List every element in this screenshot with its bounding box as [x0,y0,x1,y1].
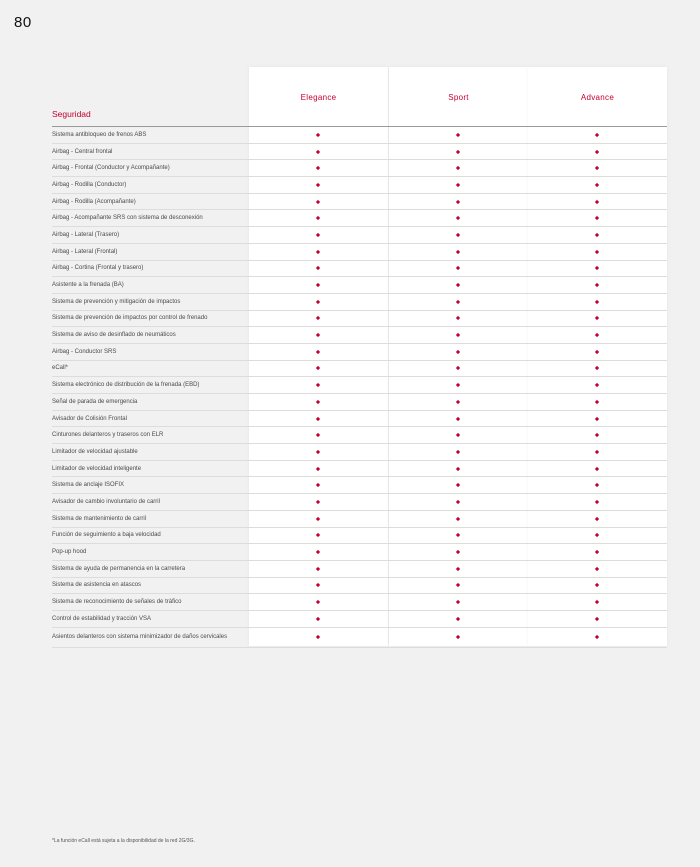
availability-mark-icon [456,383,460,387]
row-label: Avisador de cambio involuntario de carril [52,498,160,505]
table-row [52,461,667,478]
availability-mark-icon [456,450,460,454]
table-row [52,144,667,161]
availability-mark-icon [316,466,320,470]
availability-mark-icon [456,333,460,337]
table-row [52,427,667,444]
table-row [52,611,667,628]
availability-mark-icon [316,483,320,487]
availability-mark-icon [456,300,460,304]
availability-mark-icon [316,567,320,571]
availability-mark-icon [595,350,599,354]
row-label: Airbag - Lateral (Frontal) [52,248,118,255]
row-label: Asientos delanteros con sistema minimizador de daños cervicales [52,634,228,641]
column-header-sport: Sport [448,93,469,102]
availability-mark-icon [595,166,599,170]
availability-mark-icon [456,233,460,237]
availability-mark-icon [595,433,599,437]
safety-spec-table [52,67,667,648]
availability-mark-icon [316,316,320,320]
row-label: Airbag - Central frontal [52,148,113,155]
table-row [52,194,667,211]
availability-mark-icon [316,216,320,220]
row-label: Sistema de reconocimiento de señales de tráfico [52,599,182,606]
table-row [52,244,667,261]
availability-mark-icon [316,199,320,203]
availability-mark-icon [595,450,599,454]
availability-mark-icon [456,350,460,354]
availability-mark-icon [595,500,599,504]
availability-mark-icon [456,266,460,270]
availability-mark-icon [595,517,599,521]
availability-mark-icon [595,483,599,487]
row-label: eCall* [52,365,69,372]
row-label: Airbag - Rodilla (Conductor) [52,181,127,188]
table-row [52,361,667,378]
availability-mark-icon [456,617,460,621]
availability-mark-icon [316,300,320,304]
table-row [52,210,667,227]
table-row [52,294,667,311]
availability-mark-icon [456,433,460,437]
availability-mark-icon [595,283,599,287]
availability-mark-icon [456,416,460,420]
table-row [52,477,667,494]
row-label: Sistema antibloqueo de frenos ABS [52,131,147,138]
availability-mark-icon [456,316,460,320]
availability-mark-icon [456,283,460,287]
row-label: Control de estabilidad y tracción VSA [52,615,152,622]
row-label: Sistema electrónico de distribución de la frenada (EBD) [52,382,200,389]
availability-mark-icon [595,583,599,587]
table-row [52,511,667,528]
availability-mark-icon [595,635,599,639]
availability-mark-icon [316,283,320,287]
availability-mark-icon [316,149,320,153]
availability-mark-icon [595,183,599,187]
availability-mark-icon [595,550,599,554]
availability-mark-icon [456,600,460,604]
row-label: Sistema de mantenimiento de carril [52,515,147,522]
availability-mark-icon [456,583,460,587]
availability-mark-icon [316,517,320,521]
availability-mark-icon [595,250,599,254]
availability-mark-icon [595,266,599,270]
table-row [52,528,667,545]
availability-mark-icon [595,567,599,571]
availability-mark-icon [316,550,320,554]
row-label: Sistema de ayuda de permanencia en la carretera [52,565,186,572]
row-label: Airbag - Rodilla (Acompañante) [52,198,136,205]
availability-mark-icon [456,517,460,521]
availability-mark-icon [595,533,599,537]
availability-mark-icon [456,166,460,170]
availability-mark-icon [595,149,599,153]
availability-mark-icon [316,166,320,170]
row-label: Pop-up hood [52,549,87,556]
footnote: *La función eCall está sujeta a la disponibilidad de la red 2G/3G. [52,838,195,844]
table-row [52,561,667,578]
availability-mark-icon [595,133,599,137]
availability-mark-icon [456,466,460,470]
availability-mark-icon [316,635,320,639]
availability-mark-icon [456,550,460,554]
row-label: Limitador de velocidad inteligente [52,465,142,472]
section-title: Seguridad [52,109,91,119]
table-row [52,261,667,278]
row-label: Airbag - Lateral (Trasero) [52,231,120,238]
availability-mark-icon [595,600,599,604]
availability-mark-icon [316,433,320,437]
availability-mark-icon [316,416,320,420]
availability-mark-icon [595,199,599,203]
row-label: Sistema de prevención de impactos por control de frenado [52,315,208,322]
table-row [52,494,667,511]
row-label: Avisador de Colisión Frontal [52,415,127,422]
availability-mark-icon [456,483,460,487]
availability-mark-icon [316,600,320,604]
row-label: Sistema de aviso de desinflado de neumáticos [52,332,176,339]
availability-mark-icon [595,316,599,320]
availability-mark-icon [316,450,320,454]
row-label: Señal de parada de emergencia [52,398,138,405]
availability-mark-icon [595,400,599,404]
table-row [52,227,667,244]
availability-mark-icon [316,500,320,504]
column-header-elegance: Elegance [300,93,337,102]
availability-mark-icon [316,233,320,237]
availability-mark-icon [316,533,320,537]
table-row [52,177,667,194]
table-row [52,394,667,411]
table-row [52,578,667,595]
availability-mark-icon [316,250,320,254]
availability-mark-icon [316,400,320,404]
availability-mark-icon [595,216,599,220]
row-label: Cinturones delanteros y traseros con ELR [52,432,164,439]
availability-mark-icon [316,266,320,270]
availability-mark-icon [595,333,599,337]
availability-mark-icon [456,500,460,504]
availability-mark-icon [316,133,320,137]
availability-mark-icon [595,617,599,621]
availability-mark-icon [456,250,460,254]
row-label: Airbag - Conductor SRS [52,348,117,355]
table-row [52,344,667,361]
table-row [52,411,667,428]
availability-mark-icon [456,635,460,639]
table-row [52,160,667,177]
row-label: Función de seguimiento a baja velocidad [52,532,161,539]
page-number: 80 [14,14,32,31]
availability-mark-icon [316,617,320,621]
availability-mark-icon [456,400,460,404]
row-label: Airbag - Frontal (Conductor y Acompañante) [52,165,170,172]
availability-mark-icon [595,466,599,470]
availability-mark-icon [316,350,320,354]
table-row [52,444,667,461]
availability-mark-icon [316,583,320,587]
availability-mark-icon [456,133,460,137]
table-row [52,311,667,328]
table-row [52,594,667,611]
table-row [52,544,667,561]
row-label: Limitador de velocidad ajustable [52,448,138,455]
availability-mark-icon [595,300,599,304]
table-row [52,277,667,294]
table-body [52,127,667,648]
table-row [52,628,667,648]
availability-mark-icon [595,383,599,387]
table-row [52,127,667,144]
availability-mark-icon [595,416,599,420]
availability-mark-icon [456,216,460,220]
table-row [52,327,667,344]
row-label: Airbag - Cortina (Frontal y trasero) [52,265,144,272]
availability-mark-icon [316,333,320,337]
row-label: Airbag - Acompañante SRS con sistema de desconexión [52,215,203,222]
availability-mark-icon [316,383,320,387]
availability-mark-icon [456,149,460,153]
table-header [52,67,667,127]
row-label: Asistente a la frenada (BA) [52,282,124,289]
availability-mark-icon [595,233,599,237]
availability-mark-icon [456,183,460,187]
column-header-advance: Advance [580,93,615,102]
row-label: Sistema de prevención y mitigación de impactos [52,298,181,305]
row-label: Sistema de anclaje ISOFIX [52,482,125,489]
availability-mark-icon [456,567,460,571]
availability-mark-icon [456,199,460,203]
table-row [52,377,667,394]
row-label: Sistema de asistencia en atascos [52,582,142,589]
availability-mark-icon [456,366,460,370]
availability-mark-icon [595,366,599,370]
availability-mark-icon [316,366,320,370]
availability-mark-icon [316,183,320,187]
availability-mark-icon [456,533,460,537]
